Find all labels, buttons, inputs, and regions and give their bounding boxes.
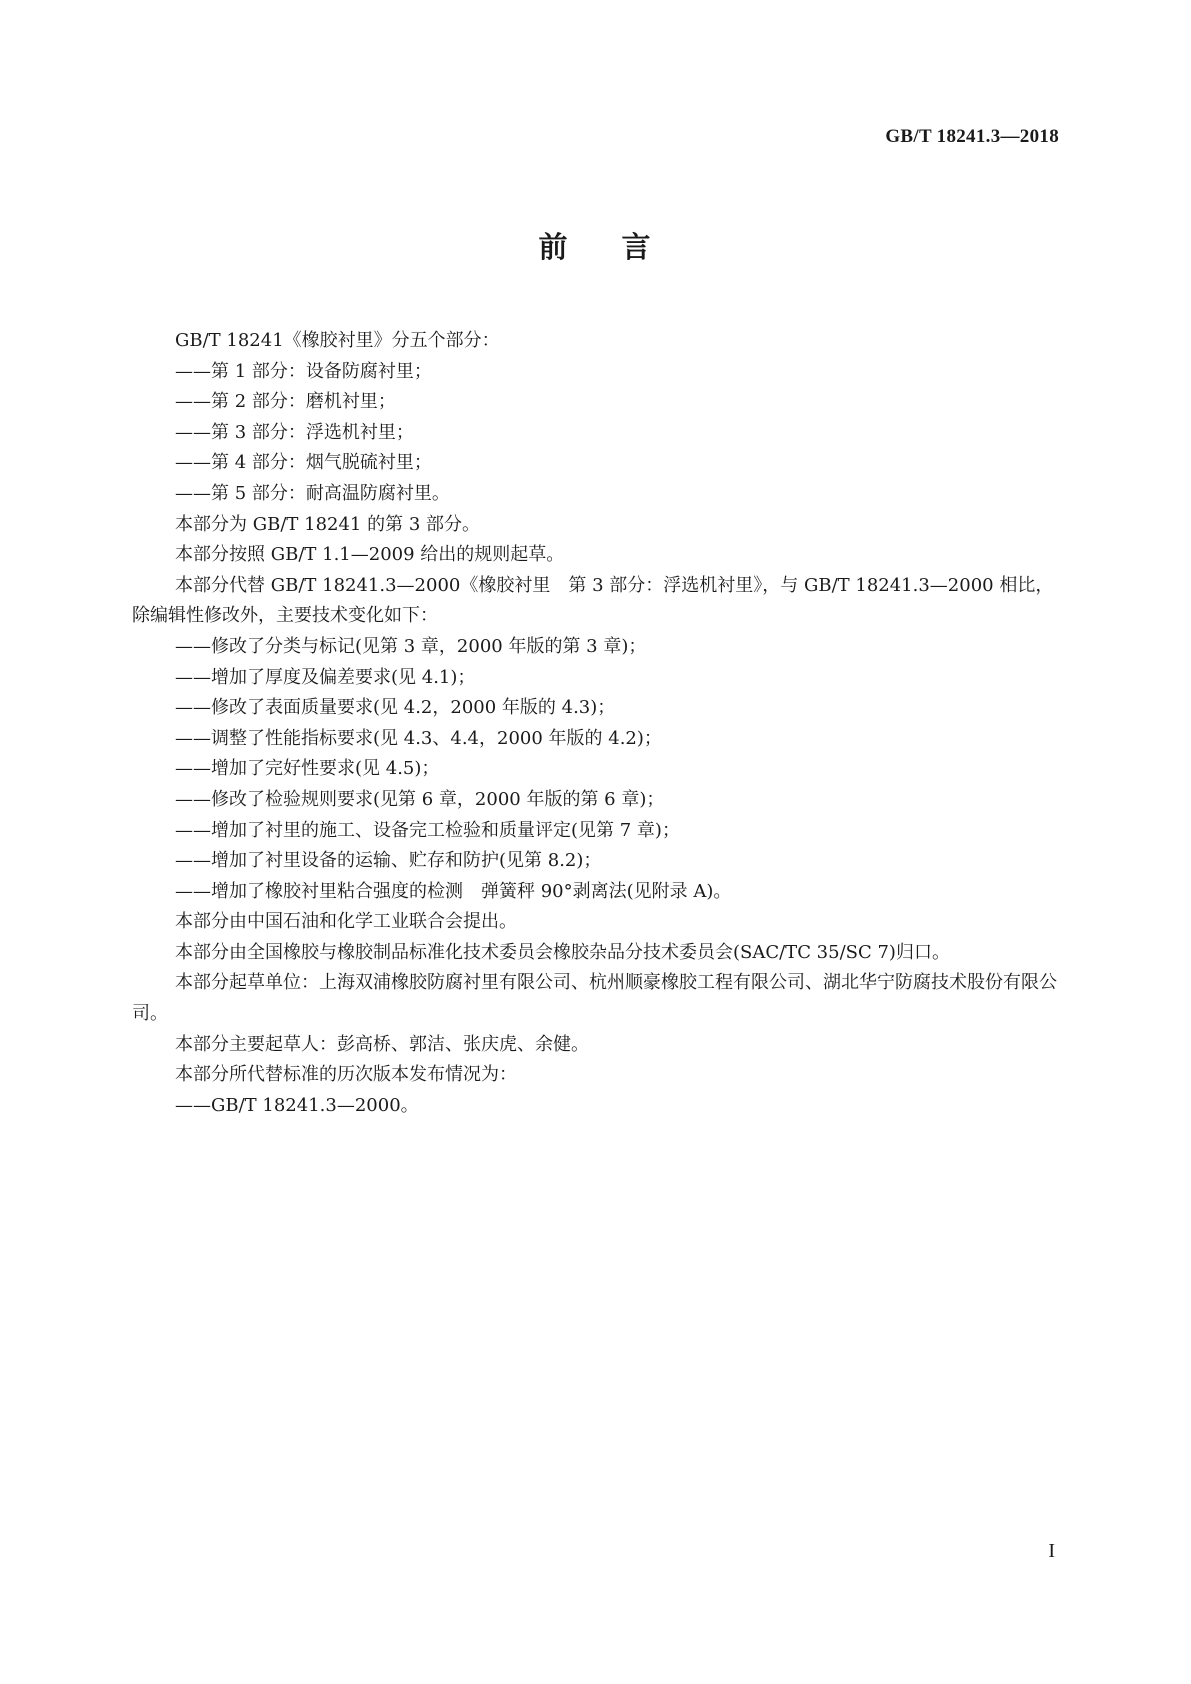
preface-body xyxy=(132,326,1062,1121)
title-char-2: 言 xyxy=(621,230,653,264)
page-number: I xyxy=(1048,1540,1055,1562)
list-item: ——修改了表面质量要求(见 4.2，2000 年版的 4.3)； xyxy=(175,697,616,719)
standard-number: GB/T 18241.3—2018 xyxy=(885,126,1059,147)
list-item: ——第 4 部分：烟气脱硫衬里； xyxy=(175,452,432,474)
title-char-1: 前 xyxy=(538,230,570,264)
list-item: ——GB/T 18241.3—2000。 xyxy=(175,1094,419,1116)
paragraph: 本部分为 GB/T 18241 的第 3 部分。 xyxy=(175,513,480,535)
list-item: ——增加了衬里的施工、设备完工检验和质量评定(见第 7 章)； xyxy=(175,819,680,841)
list-item: ——增加了完好性要求(见 4.5)； xyxy=(175,758,440,780)
paragraph: 本部分所代替标准的历次版本发布情况为： xyxy=(175,1064,517,1086)
list-item: ——第 1 部分：设备防腐衬里； xyxy=(175,360,432,382)
list-item: ——修改了检验规则要求(见第 6 章，2000 年版的第 6 章)； xyxy=(175,788,665,810)
list-item: ——增加了厚度及偏差要求(见 4.1)； xyxy=(175,666,476,688)
paragraph: 本部分由全国橡胶与橡胶制品标准化技术委员会橡胶杂品分技术委员会(SAC/TC 35/SC 7)归口。 xyxy=(175,941,950,963)
list-item: ——第 2 部分：磨机衬里； xyxy=(175,391,396,413)
list-item: ——增加了橡胶衬里粘合强度的检测 弹簧秤 90°剥离法(见附录 A)。 xyxy=(175,880,732,902)
paragraph: 本部分起草单位：上海双浦橡胶防腐衬里有限公司、杭州顺豪橡胶工程有限公司、湖北华宁防腐技术股份有限公司。 xyxy=(132,972,1057,1025)
list-item: ——第 5 部分：耐高温防腐衬里。 xyxy=(175,482,450,504)
paragraph: 本部分按照 GB/T 1.1—2009 给出的规则起草。 xyxy=(175,544,565,566)
paragraph: 本部分主要起草人：彭高桥、郭洁、张庆虎、余健。 xyxy=(175,1033,589,1055)
paragraph: 本部分代替 GB/T 18241.3—2000《橡胶衬里 第 3 部分：浮选机衬里》，与 GB/T 18241.3—2000 相比，除编辑性修改外，主要技术变化如下： xyxy=(132,574,1054,627)
list-item: ——增加了衬里设备的运输、贮存和防护(见第 8.2)； xyxy=(175,850,602,872)
paragraph: 本部分由中国石油和化学工业联合会提出。 xyxy=(175,911,517,933)
page-title xyxy=(0,225,1191,266)
list-item: ——修改了分类与标记(见第 3 章，2000 年版的第 3 章)； xyxy=(175,635,647,657)
paragraph: GB/T 18241《橡胶衬里》分五个部分： xyxy=(175,330,500,351)
list-item: ——第 3 部分：浮选机衬里； xyxy=(175,421,414,443)
list-item: ——调整了性能指标要求(见 4.3、4.4，2000 年版的 4.2)； xyxy=(175,727,662,749)
